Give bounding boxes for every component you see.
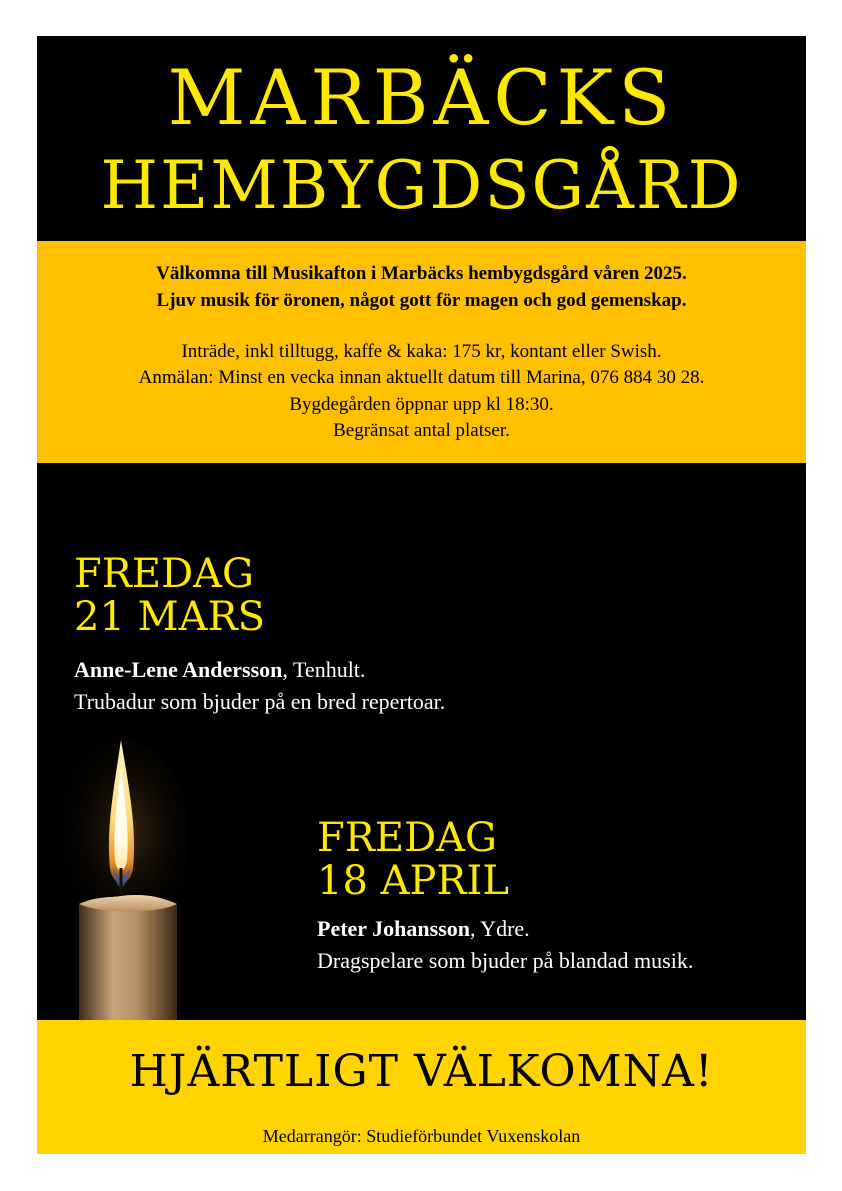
footer-band (37, 1020, 806, 1154)
poster-title-line-2: HEMBYGDSGÅRD (100, 147, 743, 224)
detail-registration: Anmälan: Minst en vecka innan aktuellt datum till Marina, 076 884 30 28. (138, 367, 705, 388)
title-band (37, 36, 806, 241)
poster (37, 36, 806, 1154)
event-1-day-month: 21 MARS (74, 594, 265, 641)
candle-image (37, 728, 187, 1020)
event-1-details (74, 654, 445, 718)
welcome-heading: HJÄRTLIGT VÄLKOMNA! (129, 1046, 714, 1097)
detail-admission: Inträde, inkl tilltugg, kaffe & kaka: 175 kr, kontant eller Swish. (181, 341, 662, 362)
event-2-day-month: 18 APRIL (317, 858, 509, 905)
event-1-location: , Tenhult. (282, 657, 366, 682)
event-1-day: FREDAG (74, 551, 254, 597)
event-1-performer: Anne-Lene Andersson (74, 657, 283, 682)
event-2-day: FREDAG (317, 815, 497, 861)
event-1-date (74, 553, 265, 639)
event-2-date (317, 817, 509, 903)
info-band (37, 241, 806, 463)
event-2-description: Dragspelare som bjuder på blandad musik. (317, 947, 694, 973)
intro-line-1: Välkomna till Musikafton i Marbäcks hembygdsgård våren 2025. (156, 263, 687, 284)
event-2-details (317, 913, 693, 977)
detail-opening-time: Bygdegården öppnar upp kl 18:30. (289, 394, 554, 415)
poster-title-line-1: MARBÄCKS (167, 53, 676, 142)
event-1-performer-line (74, 654, 445, 686)
events-band (37, 463, 806, 1020)
event-2-performer-line (317, 913, 693, 945)
detail-limited-seats: Begränsat antal platser. (333, 420, 510, 441)
event-2-location: , Ydre. (470, 916, 530, 941)
event-2-performer: Peter Johansson (317, 916, 470, 941)
co-organizer-credit: Medarrangör: Studieförbundet Vuxenskolan (262, 1126, 581, 1146)
intro-line-2: Ljuv musik för öronen, något gott för magen och god gemenskap. (156, 290, 687, 311)
event-1-description: Trubadur som bjuder på en bred repertoar. (74, 688, 446, 714)
